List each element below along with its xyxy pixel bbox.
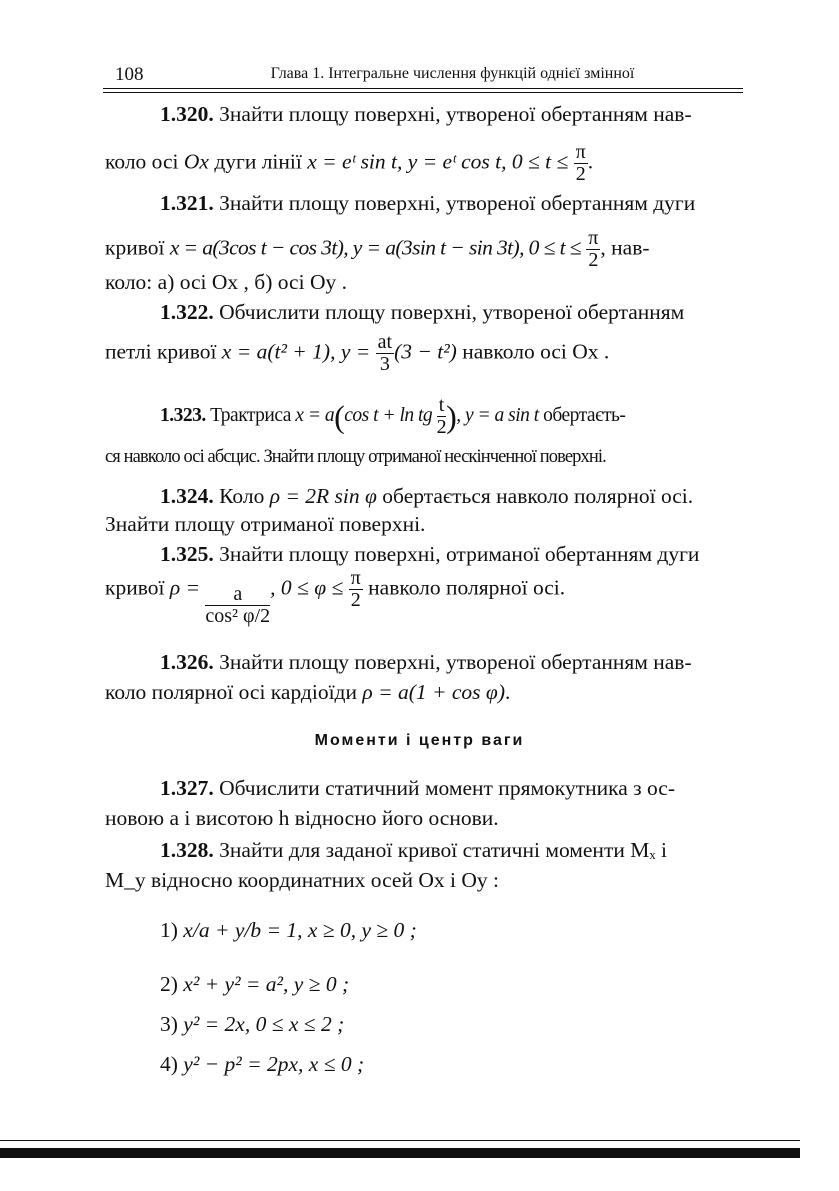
- list-item: 3) y² = 2x, 0 ≤ x ≤ 2 ;: [160, 1012, 345, 1036]
- problem-1-320-line1: 1.320. Знайти площу поверхні, утвореної обертанням нав-: [160, 102, 692, 126]
- problem-1-327-line1: 1.327. Обчислити статичний момент прямокутника з ос-: [160, 776, 676, 800]
- page-number: 108: [115, 64, 144, 85]
- problem-1-321-line3: коло: а) осі Ох , б) осі Оy .: [105, 270, 347, 294]
- problem-1-323-line1: 1.323. Трактриса x = a(cos t + ln tg $\frac{t}{2}$ ), y = a sin t обертаєть-: [160, 394, 626, 438]
- problem-1-326-line1: 1.326. Знайти площу поверхні, утвореної обертанням нав-: [160, 650, 692, 674]
- problem-1-324-line1: 1.324. Коло ρ = 2R sin φ обертається навколо полярної осі.: [160, 484, 694, 508]
- problem-1-328-line1: 1.328. Знайти для заданої кривої статичні моменти Mₓ і: [160, 838, 667, 862]
- problem-1-327-line2: новою a і висотою h відносно його основи.: [105, 806, 499, 830]
- chapter-title: Глава 1. Інтегральне числення функцій однієї змінної: [270, 65, 635, 82]
- footer-rule: [0, 1148, 800, 1158]
- problem-1-323-line2: ся навколо осі абсцис. Знайти площу отриманої нескінченної поверхні.: [105, 447, 606, 467]
- problem-1-324-line2: Знайти площу отриманої поверхні.: [105, 512, 426, 536]
- header-rule: [103, 88, 743, 89]
- list-item: 1) x/a + y/b = 1, x ≥ 0, y ≥ 0 ;: [160, 918, 417, 942]
- list-item: 2) x² + y² = a², y ≥ 0 ;: [160, 972, 350, 996]
- page-header: [105, 62, 740, 88]
- header-rule-thin: [103, 92, 743, 93]
- problem-1-322-line1: 1.322. Обчислити площу поверхні, утвореної обертанням: [160, 300, 685, 324]
- problem-1-321-line2: кривої x = a(3cos t − cos 3t), y = a(3sin t − sin 3t), 0 ≤ t ≤ $\frac{\pi}{2}$ , нав-: [105, 227, 650, 271]
- problem-1-328-line2: M_y відносно координатних осей Ох і Оy :: [105, 868, 499, 892]
- problem-1-325-line2: кривої ρ = $\frac{a}{\text{cos² φ/2}}$ , 0 ≤ φ ≤ $\frac{\pi}{2}$ навколо полярної осі.: [105, 567, 566, 628]
- problem-1-326-line2: коло полярної осі кардіоїди ρ = a(1 + cos φ).: [105, 680, 511, 704]
- section-title: Моменти і центр ваги: [314, 732, 525, 749]
- problem-1-320-line2: коло осі Ох дуги лінії x = eᵗ sin t, y = eᵗ cos t, 0 ≤ t ≤ $\frac{\pi}{2}$ .: [105, 141, 594, 185]
- problem-1-321-line1: 1.321. Знайти площу поверхні, утвореної обертанням дуги: [160, 191, 696, 215]
- problem-1-322-line2: петлі кривої x = a(t² + 1), y = $\frac{at}{3}$ (3 − t²) навколо осі Ох .: [105, 331, 610, 375]
- problem-1-325-line1: 1.325. Знайти площу поверхні, отриманої обертанням дуги: [160, 542, 700, 566]
- list-item: 4) y² − p² = 2px, x ≤ 0 ;: [160, 1052, 365, 1076]
- footer-rule-thin: [0, 1140, 800, 1141]
